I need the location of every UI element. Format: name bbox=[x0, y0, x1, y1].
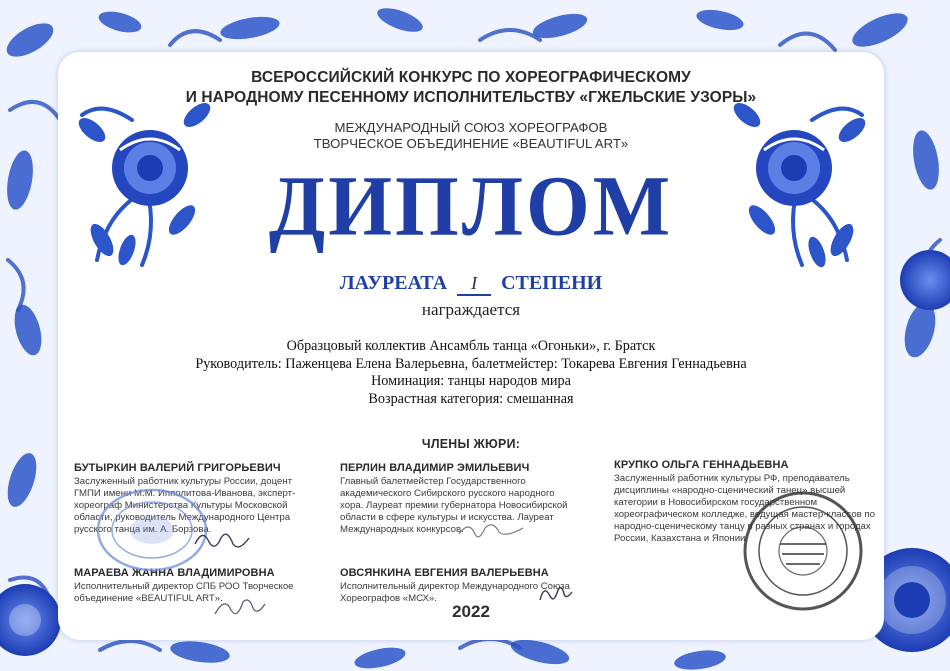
contest-title-line1: ВСЕРОССИЙСКИЙ КОНКУРС ПО ХОРЕОГРАФИЧЕСКОМУ bbox=[251, 69, 691, 86]
degree-value: I bbox=[457, 273, 491, 296]
jury-member-name: МАРАЕВА ЖАННА ВЛАДИМИРОВНА bbox=[74, 567, 275, 579]
jury-member-desc: Заслуженный работник культуры России, доцент ГМПИ имени М.М. Ипполитова-Иванова, эксперт-хореограф Министерства Культуры Московской области, руководитель Международного Центра русского танца им. А. Борзова. bbox=[74, 476, 296, 535]
awardee-nomination: Номинация: танцы народов мира bbox=[371, 373, 571, 389]
awardee-age-category: Возрастная категория: смешанная bbox=[368, 390, 574, 407]
jury-member-name: БУТЫРКИН ВАЛЕРИЙ ГРИГОРЬЕВИЧ bbox=[74, 462, 281, 474]
jury-member-name: КРУПКО ОЛЬГА ГЕННАДЬЕВНА bbox=[614, 459, 789, 471]
organizers bbox=[58, 120, 884, 152]
jury-member-desc: Исполнительный директор СПБ РОО Творческое объединение «BEAUTIFUL ART». bbox=[74, 581, 294, 604]
awarded-label: награждается bbox=[421, 300, 521, 319]
diploma-year: 2022 bbox=[452, 602, 490, 621]
jury-member-desc: Исполнительный директор Международного Союза Хореографов «МСХ». bbox=[340, 581, 570, 604]
signature-butyrkin-icon bbox=[192, 526, 252, 552]
organizer-line1: МЕЖДУНАРОДНЫЙ СОЮЗ ХОРЕОГРАФОВ bbox=[334, 120, 608, 135]
awardee-block bbox=[58, 338, 884, 408]
jury-member-desc: Заслуженный работник культуры РФ, преподаватель дисциплины «народно-сценический танец» высшей категории в Новосибирском государственном хореографическом колледже, ведущая мастер-классов по народно-сценическому танцу в разных странах и городах России, Казахстана и Японии. bbox=[614, 473, 875, 544]
degree-word: СТЕПЕНИ bbox=[501, 272, 603, 294]
laureate-word: ЛАУРЕАТА bbox=[339, 272, 448, 294]
organizer-line2: ТВОРЧЕСКОЕ ОБЪЕДИНЕНИЕ «BEAUTIFUL ART» bbox=[313, 136, 629, 151]
choreographers-union-stamp-icon bbox=[740, 488, 866, 614]
jury-member-name: ОВСЯНКИНА ЕВГЕНИЯ ВАЛЕРЬЕВНА bbox=[340, 567, 549, 579]
jury-title: ЧЛЕНЫ ЖЮРИ: bbox=[421, 436, 521, 451]
jury-member-name: ПЕРЛИН ВЛАДИМИР ЭМИЛЬЕВИЧ bbox=[340, 462, 530, 474]
awardee-leader: Руководитель: Паженцева Елена Валерьевна, балетмейстер: Токарева Евгения Геннадьевна bbox=[195, 355, 747, 372]
signature-perlin-icon bbox=[456, 518, 526, 542]
contest-title-line2: И НАРОДНОМУ ПЕСЕННОМУ ИСПОЛНИТЕЛЬСТВУ «ГЖЕЛЬСКИЕ УЗОРЫ» bbox=[185, 89, 757, 106]
awardee-collective: Образцовый коллектив Ансамбль танца «Огоньки», г. Братск bbox=[286, 338, 656, 354]
contest-title bbox=[58, 68, 884, 108]
jury-member-desc: Главный балетмейстер Государственного академического Сибирского русского народного хора. Лауреат премии губернатора Новосибирской области в сфере культуры и искусства. Лауреат Международных конкурсов. bbox=[340, 476, 568, 535]
diploma-title: ДИПЛОМ bbox=[268, 157, 674, 254]
laureate-degree-line bbox=[58, 272, 884, 296]
